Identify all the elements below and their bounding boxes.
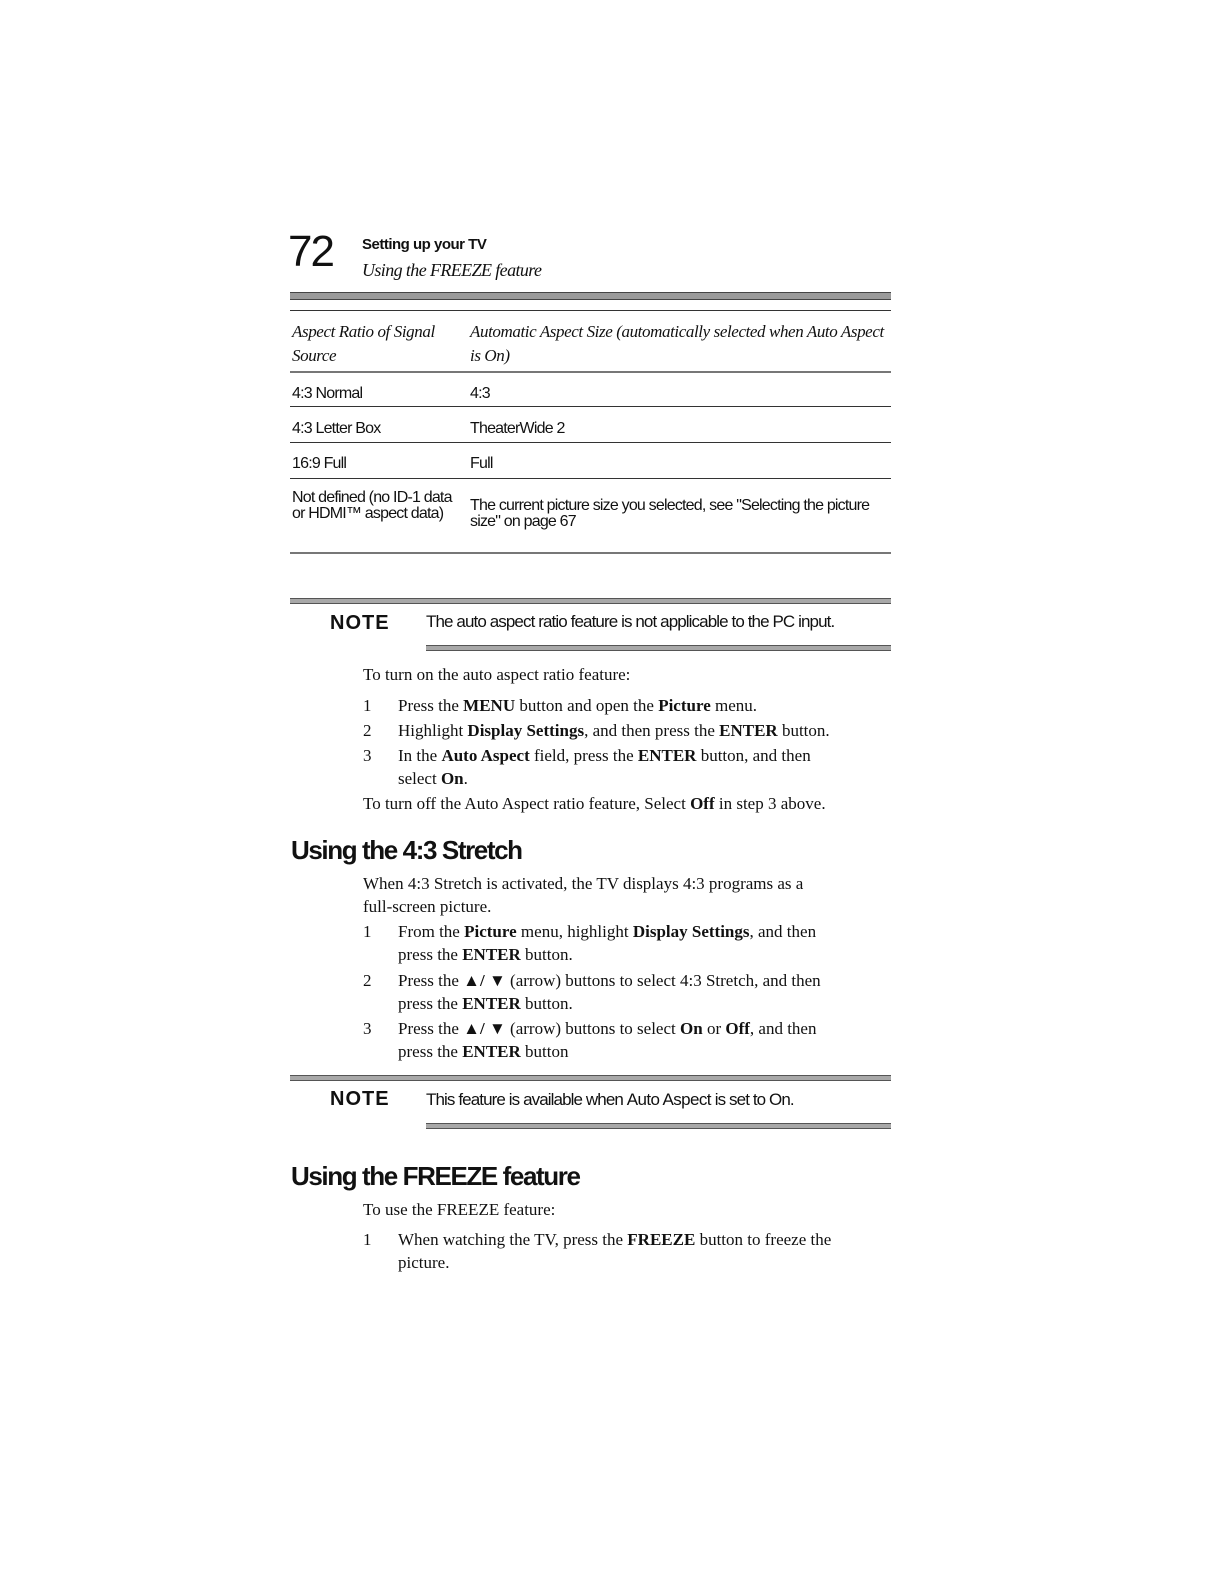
freeze-intro: To use the FREEZE feature: bbox=[363, 1200, 556, 1219]
freeze-heading: Using the FREEZE feature bbox=[291, 1161, 580, 1191]
note-label: NOTE bbox=[330, 612, 390, 634]
note-label: NOTE bbox=[330, 1088, 390, 1110]
auto-aspect-step-2: Highlight Display Settings, and then press the ENTER button. bbox=[398, 721, 830, 740]
note-top-rule bbox=[290, 1075, 891, 1081]
table-row-rule bbox=[290, 442, 891, 443]
auto-aspect-step-1: Press the MENU button and open the Picture menu. bbox=[398, 696, 758, 715]
table-row-2-source: 4:3 Letter Box bbox=[292, 420, 381, 437]
auto-aspect-step-3: In the Auto Aspect field, press the ENTER button, and then select On. bbox=[398, 746, 811, 788]
note-bottom-rule bbox=[426, 645, 891, 651]
arrow-icon: ▲/ ▼ bbox=[463, 971, 506, 990]
header-rule bbox=[290, 292, 891, 300]
note-text: The auto aspect ratio feature is not applicable to the PC input. bbox=[426, 612, 835, 631]
step-number: 1 bbox=[363, 696, 372, 715]
table-row-rule bbox=[290, 406, 891, 407]
table-row-4-source: Not defined (no ID-1 data or HDMI™ aspect data) bbox=[292, 489, 452, 522]
auto-aspect-off-instruction: To turn off the Auto Aspect ratio feature, Select Off in step 3 above. bbox=[363, 794, 826, 813]
table-row-1-size: 4:3 bbox=[470, 385, 490, 402]
table-row-4-size: The current picture size you selected, see "Selecting the picture size" on page 67 bbox=[470, 497, 870, 530]
table-row-3-source: 16:9 Full bbox=[292, 455, 347, 472]
step-number: 1 bbox=[363, 1230, 372, 1249]
table-row-rule bbox=[290, 478, 891, 479]
step-number: 2 bbox=[363, 721, 372, 740]
stretch-step-3: Press the ▲/ ▼ (arrow) buttons to select On or Off, and then press the ENTER button bbox=[398, 1019, 817, 1061]
stretch-heading: Using the 4:3 Stretch bbox=[291, 835, 522, 865]
running-section-title: Using the FREEZE feature bbox=[362, 260, 542, 280]
step-number: 2 bbox=[363, 971, 372, 990]
stretch-step-1: From the Picture menu, highlight Display Settings, and then press the ENTER button. bbox=[398, 922, 817, 964]
step-number: 3 bbox=[363, 746, 372, 765]
table-header-signal-source: Aspect Ratio of Signal Source bbox=[292, 322, 435, 365]
table-row-2-size: TheaterWide 2 bbox=[470, 420, 565, 437]
auto-aspect-intro: To turn on the auto aspect ratio feature: bbox=[363, 665, 631, 684]
page-number: 72 bbox=[288, 227, 333, 276]
running-chapter-title: Setting up your TV bbox=[362, 236, 487, 253]
step-number: 1 bbox=[363, 922, 372, 941]
table-top-rule bbox=[290, 310, 891, 311]
arrow-icon: ▲/ ▼ bbox=[463, 1019, 506, 1038]
note-text: This feature is available when Auto Aspect is set to On. bbox=[426, 1090, 794, 1109]
note-top-rule bbox=[290, 598, 891, 604]
stretch-step-2: Press the ▲/ ▼ (arrow) buttons to select 4:3 Stretch, and then press the ENTER button. bbox=[398, 971, 821, 1013]
table-header-auto-aspect-size: Automatic Aspect Size (automatically selected when Auto Aspect is On) bbox=[470, 322, 884, 365]
note-bottom-rule bbox=[426, 1123, 891, 1129]
table-row-3-size: Full bbox=[470, 455, 493, 472]
stretch-intro: When 4:3 Stretch is activated, the TV displays 4:3 programs as a full-screen picture. bbox=[363, 874, 804, 916]
table-header-rule bbox=[290, 371, 891, 373]
table-bottom-rule bbox=[290, 552, 891, 554]
table-row-1-source: 4:3 Normal bbox=[292, 385, 363, 402]
step-number: 3 bbox=[363, 1019, 372, 1038]
freeze-step-1: When watching the TV, press the FREEZE button to freeze the picture. bbox=[398, 1230, 832, 1272]
